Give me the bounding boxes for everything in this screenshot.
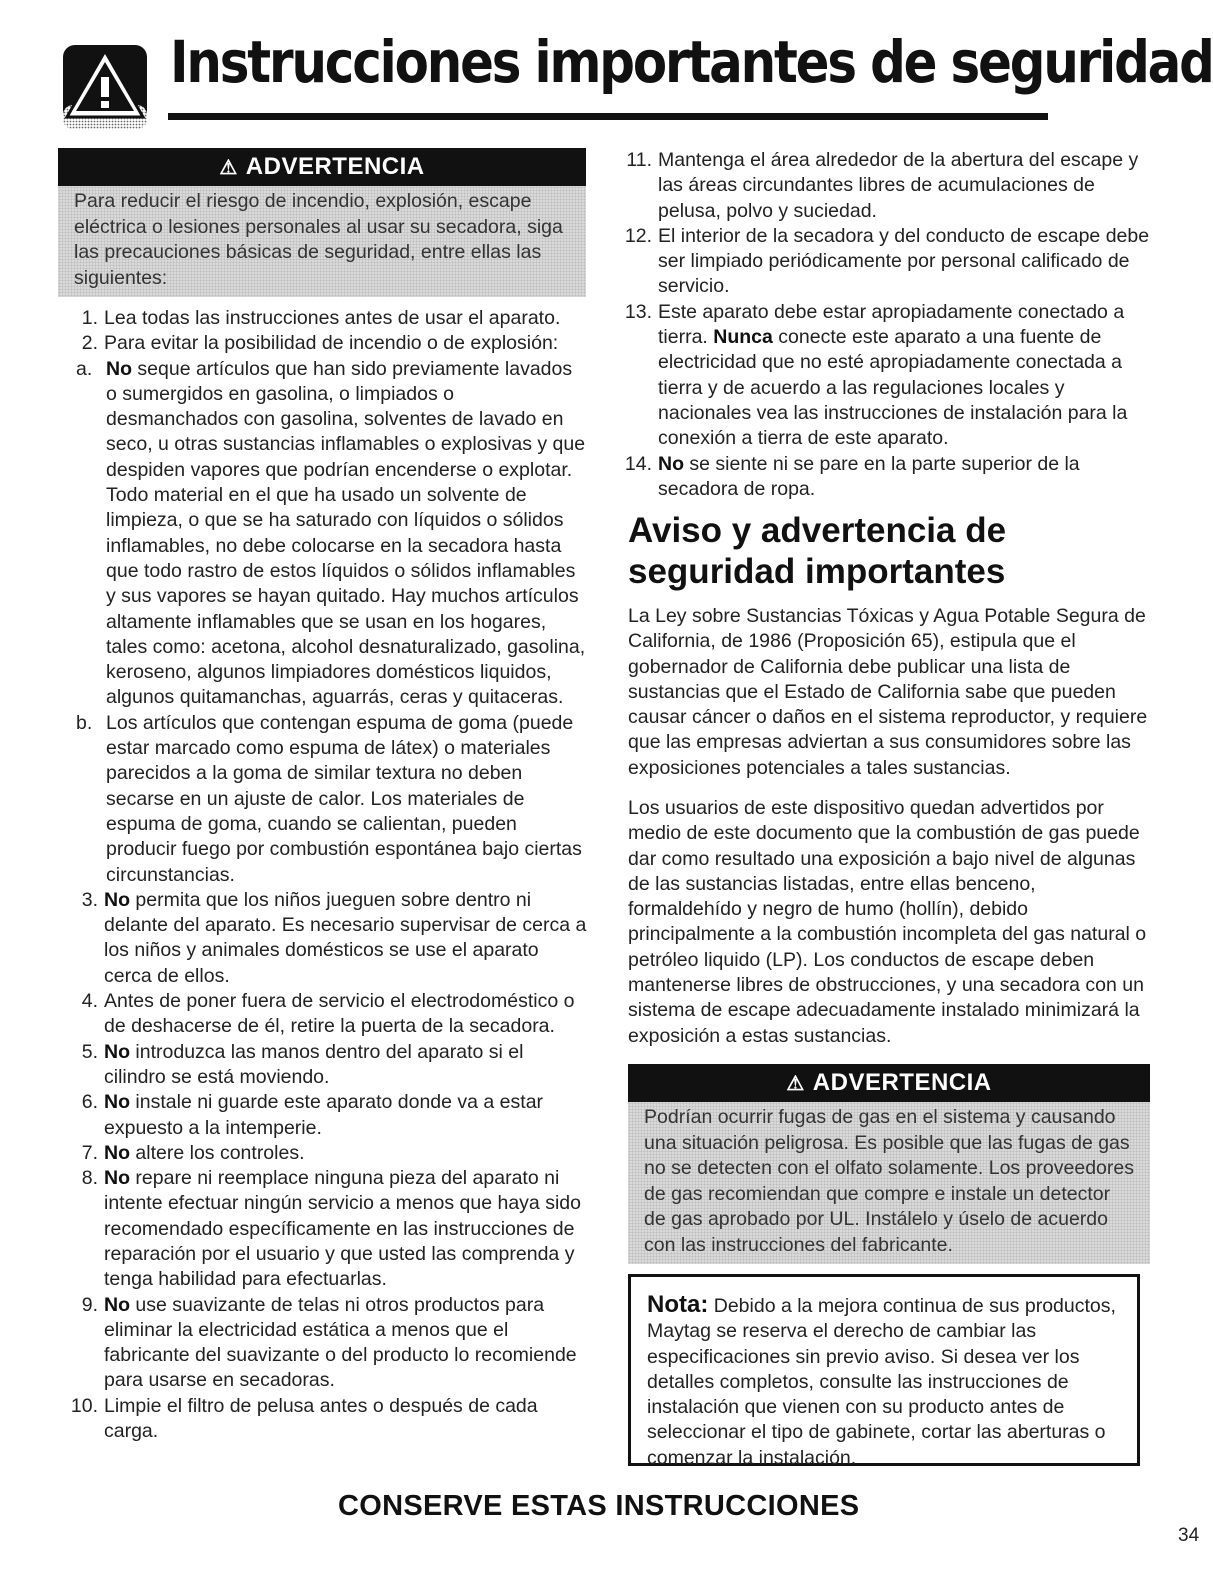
- list-item-text: altere los controles.: [130, 1141, 305, 1164]
- emphasis-text: No: [104, 1141, 130, 1164]
- emphasis-text: No: [104, 1293, 130, 1316]
- list-item-text: Limpie el filtro de pelusa antes o después de cada carga.: [104, 1394, 538, 1443]
- list-item-text: permita que los niños jueguen sobre dentro ni delante del aparato. Es necesario supervisar de cerca a los niños y animales domésticos se use el aparato cerca de ellos.: [104, 888, 587, 987]
- list-item: [58, 306, 588, 331]
- gas-exposure-paragraph: Los usuarios de este dispositivo quedan advertidos por medio de este documento que la combustión de gas puede dar como resultado una exposición a bajo nivel de algunas de las sustancias listadas, entre ellas benceno, formaldehído y negro de humo (hollín), debido principalmente a la combustión incompleta del gas natural o petróleo liquido (LP). Los conductos de escape deben mantenerse libres de obstrucciones, y una secadora con un sistema de escape adecuadamente instalado minimizará la exposición a estas sustancias.: [628, 797, 1147, 1047]
- list-item: [612, 148, 1157, 224]
- caution-icon: ⚠: [219, 157, 238, 179]
- safety-list-right: [612, 148, 1157, 502]
- section-heading: Aviso y advertencia de seguridad importantes: [628, 511, 1007, 591]
- list-item-text: use suavizante de telas ni otros productos para eliminar la electricidad estática a menos que el fabricante del suavizante o del producto lo recomiende para usarse en secadoras.: [104, 1293, 577, 1392]
- list-number: 12.: [624, 224, 652, 247]
- prop65-paragraph: La Ley sobre Sustancias Tóxicas y Agua Potable Segura de California, de 1986 (Proposición 65), estipula que el gobernador de California debe publicar una lista de sustancias que el Estado de California sabe que pueden causar cáncer o daños en el sistema reproductor, y requiere que las empresas adviertan a sus consumidores sobre las exposiciones potenciales a tales sustancias.: [628, 605, 1148, 779]
- footer-reminder: CONSERVE ESTAS INSTRUCCIONES: [338, 1490, 860, 1522]
- list-item: [58, 989, 588, 1040]
- list-item: [58, 331, 588, 888]
- list-number: 9.: [81, 1293, 98, 1316]
- list-item: [58, 888, 588, 989]
- sub-list-item: [76, 711, 588, 888]
- list-item: [58, 1394, 588, 1445]
- list-number: 5.: [81, 1040, 98, 1063]
- emphasis-text: No: [658, 452, 684, 475]
- sub-list-item: [76, 357, 588, 711]
- list-item: [58, 1293, 588, 1394]
- warning-heading: [58, 148, 586, 186]
- caution-icon: ⚠: [786, 1073, 805, 1095]
- warning-text: Para reducir el riesgo de incendio, explosión, escape eléctrica o lesiones personales al usar su secadora, siga las precauciones básicas de seguridad, entre ellas las siguientes:: [58, 186, 586, 297]
- note-box: [628, 1274, 1140, 1469]
- title-underline: [168, 113, 1048, 120]
- list-item-text: conecte este aparato a una fuente de electricidad que no esté apropiadamente conectada a tierra y de acuerdo a las regulaciones locales y nacionales vea las instrucciones de instalación para la conexión a tierra de este aparato.: [658, 326, 1128, 450]
- list-item: [58, 1141, 588, 1166]
- list-number: 7.: [81, 1141, 98, 1164]
- list-number: 14.: [624, 452, 652, 475]
- list-item-text: se siente ni se pare en la parte superior de la secadora de ropa.: [658, 452, 1080, 500]
- list-item-text: Antes de poner fuera de servicio el electrodoméstico o de deshacerse de él, retire la puerta de la secadora.: [104, 990, 575, 1038]
- warning-heading-text: ADVERTENCIA: [812, 1069, 992, 1096]
- sub-list-mark: b.: [76, 711, 93, 734]
- sub-list-mark: a.: [76, 357, 93, 380]
- list-item-text: Para evitar la posibilidad de incendio o de explosión:: [104, 332, 559, 355]
- list-item: [612, 452, 1157, 503]
- list-number: 6.: [81, 1091, 98, 1114]
- list-number: 3.: [81, 888, 98, 911]
- list-item-text: instale ni guarde este aparato donde va a estar expuesto a la intemperie.: [104, 1091, 544, 1139]
- list-item-text: Este aparato debe estar apropiadamente conectado a tierra.: [658, 300, 1125, 349]
- list-number: 4.: [81, 990, 98, 1013]
- warning-box-fire: [58, 148, 586, 297]
- warning-heading-text: ADVERTENCIA: [245, 153, 425, 180]
- emphasis-text: No: [104, 1167, 130, 1190]
- list-item-text: repare ni reemplace ninguna pieza del aparato ni intente efectuar ningún servicio a menos que haya sido recomendado específicamente en las instrucciones de reparación por el usuario y que usted las comprenda y tenga habilidad para efectuarlas.: [104, 1167, 581, 1291]
- warning-triangle-icon: [63, 45, 147, 129]
- emphasis-text: No: [106, 357, 132, 380]
- warning-box-gas: [628, 1064, 1150, 1264]
- emphasis-text: No: [104, 1091, 130, 1114]
- emphasis-text: No: [104, 1040, 130, 1063]
- sub-list-text: Los artículos que contengan espuma de goma (puede estar marcado como espuma de látex) o materiales parecidos a la goma de similar textura no deben secarse en un ajuste de calor. Los materiales de espuma de goma, cuando se calientan, pueden producir fuego por combustión espontánea bajo ciertas circunstancias.: [106, 711, 582, 886]
- list-item: [58, 1040, 588, 1091]
- page-number: 34: [1178, 1525, 1200, 1546]
- list-item: [58, 1090, 588, 1141]
- emphasis-text: Nunca: [713, 326, 773, 349]
- list-item-text: El interior de la secadora y del conducto de escape debe ser limpiado periódicamente por personal calificado de servicio.: [658, 224, 1150, 298]
- list-number: 2.: [81, 332, 98, 355]
- note-text: Debido a la mejora continua de sus productos, Maytag se reserva el derecho de cambiar las especificaciones sin previo aviso. Si desea ver los detalles completos, consulte las instrucciones de instalación que vienen con su producto antes de seleccionar el tipo de gabinete, cortar las aberturas o comenzar la instalación.: [647, 1295, 1116, 1469]
- list-number: 1.: [81, 307, 98, 329]
- list-item: [612, 224, 1157, 300]
- emphasis-text: No: [104, 888, 130, 911]
- list-number: 8.: [81, 1167, 98, 1190]
- note-label: Nota:: [647, 1291, 709, 1318]
- list-item-text: introduzca las manos dentro del aparato si el cilindro se está moviendo.: [104, 1040, 524, 1088]
- page-title: Instrucciones importantes de seguridad: [170, 28, 1213, 96]
- list-number: 11.: [626, 149, 652, 171]
- safety-list-left: [58, 306, 588, 1444]
- warning-heading: [628, 1064, 1150, 1102]
- list-item-text: Lea todas las instrucciones antes de usar el aparato.: [104, 307, 561, 329]
- list-item: [612, 300, 1157, 452]
- list-number: 10.: [70, 1394, 98, 1417]
- list-item: [58, 1166, 588, 1292]
- warning-text: Podrían ocurrir fugas de gas en el sistema y causando una situación peligrosa. Es posible que las fugas de gas no se detecten con el olfato solamente. Los proveedores de gas recomiendan que compre e instale un detector de gas aprobado por UL. Instálelo y úselo de acuerdo con las instrucciones del fabricante.: [628, 1102, 1150, 1264]
- list-item-text: Mantenga el área alrededor de la abertura del escape y las áreas circundantes libres de acumulaciones de pelusa, polvo y suciedad.: [658, 149, 1139, 222]
- list-number: 13.: [624, 300, 652, 323]
- sub-list-text: seque artículos que han sido previamente lavados o sumergidos en gasolina, o limpiados o desmanchados con gasolina, solventes de lavado en seco, u otras sustancias inflamables o explosivas y que despiden vapores que podrían encenderse o explotar. Todo material en el que ha usado un solvente de limpieza, o que se ha saturado con líquidos o sólidos inflamables, no debe colocarse en la secadora hasta que todo rastro de estos líquidos o sólidos inflamables y sus vapores se hayan quitado. Hay muchos artículos altamente inflamables que se usan en los hogares, tales como: acetona, alcohol desnaturalizado, gasolina, keroseno, algunos limpiadores domésticos liquidos, algunos quitamanchas, aguarrás, ceras y quitaceras.: [106, 357, 586, 709]
